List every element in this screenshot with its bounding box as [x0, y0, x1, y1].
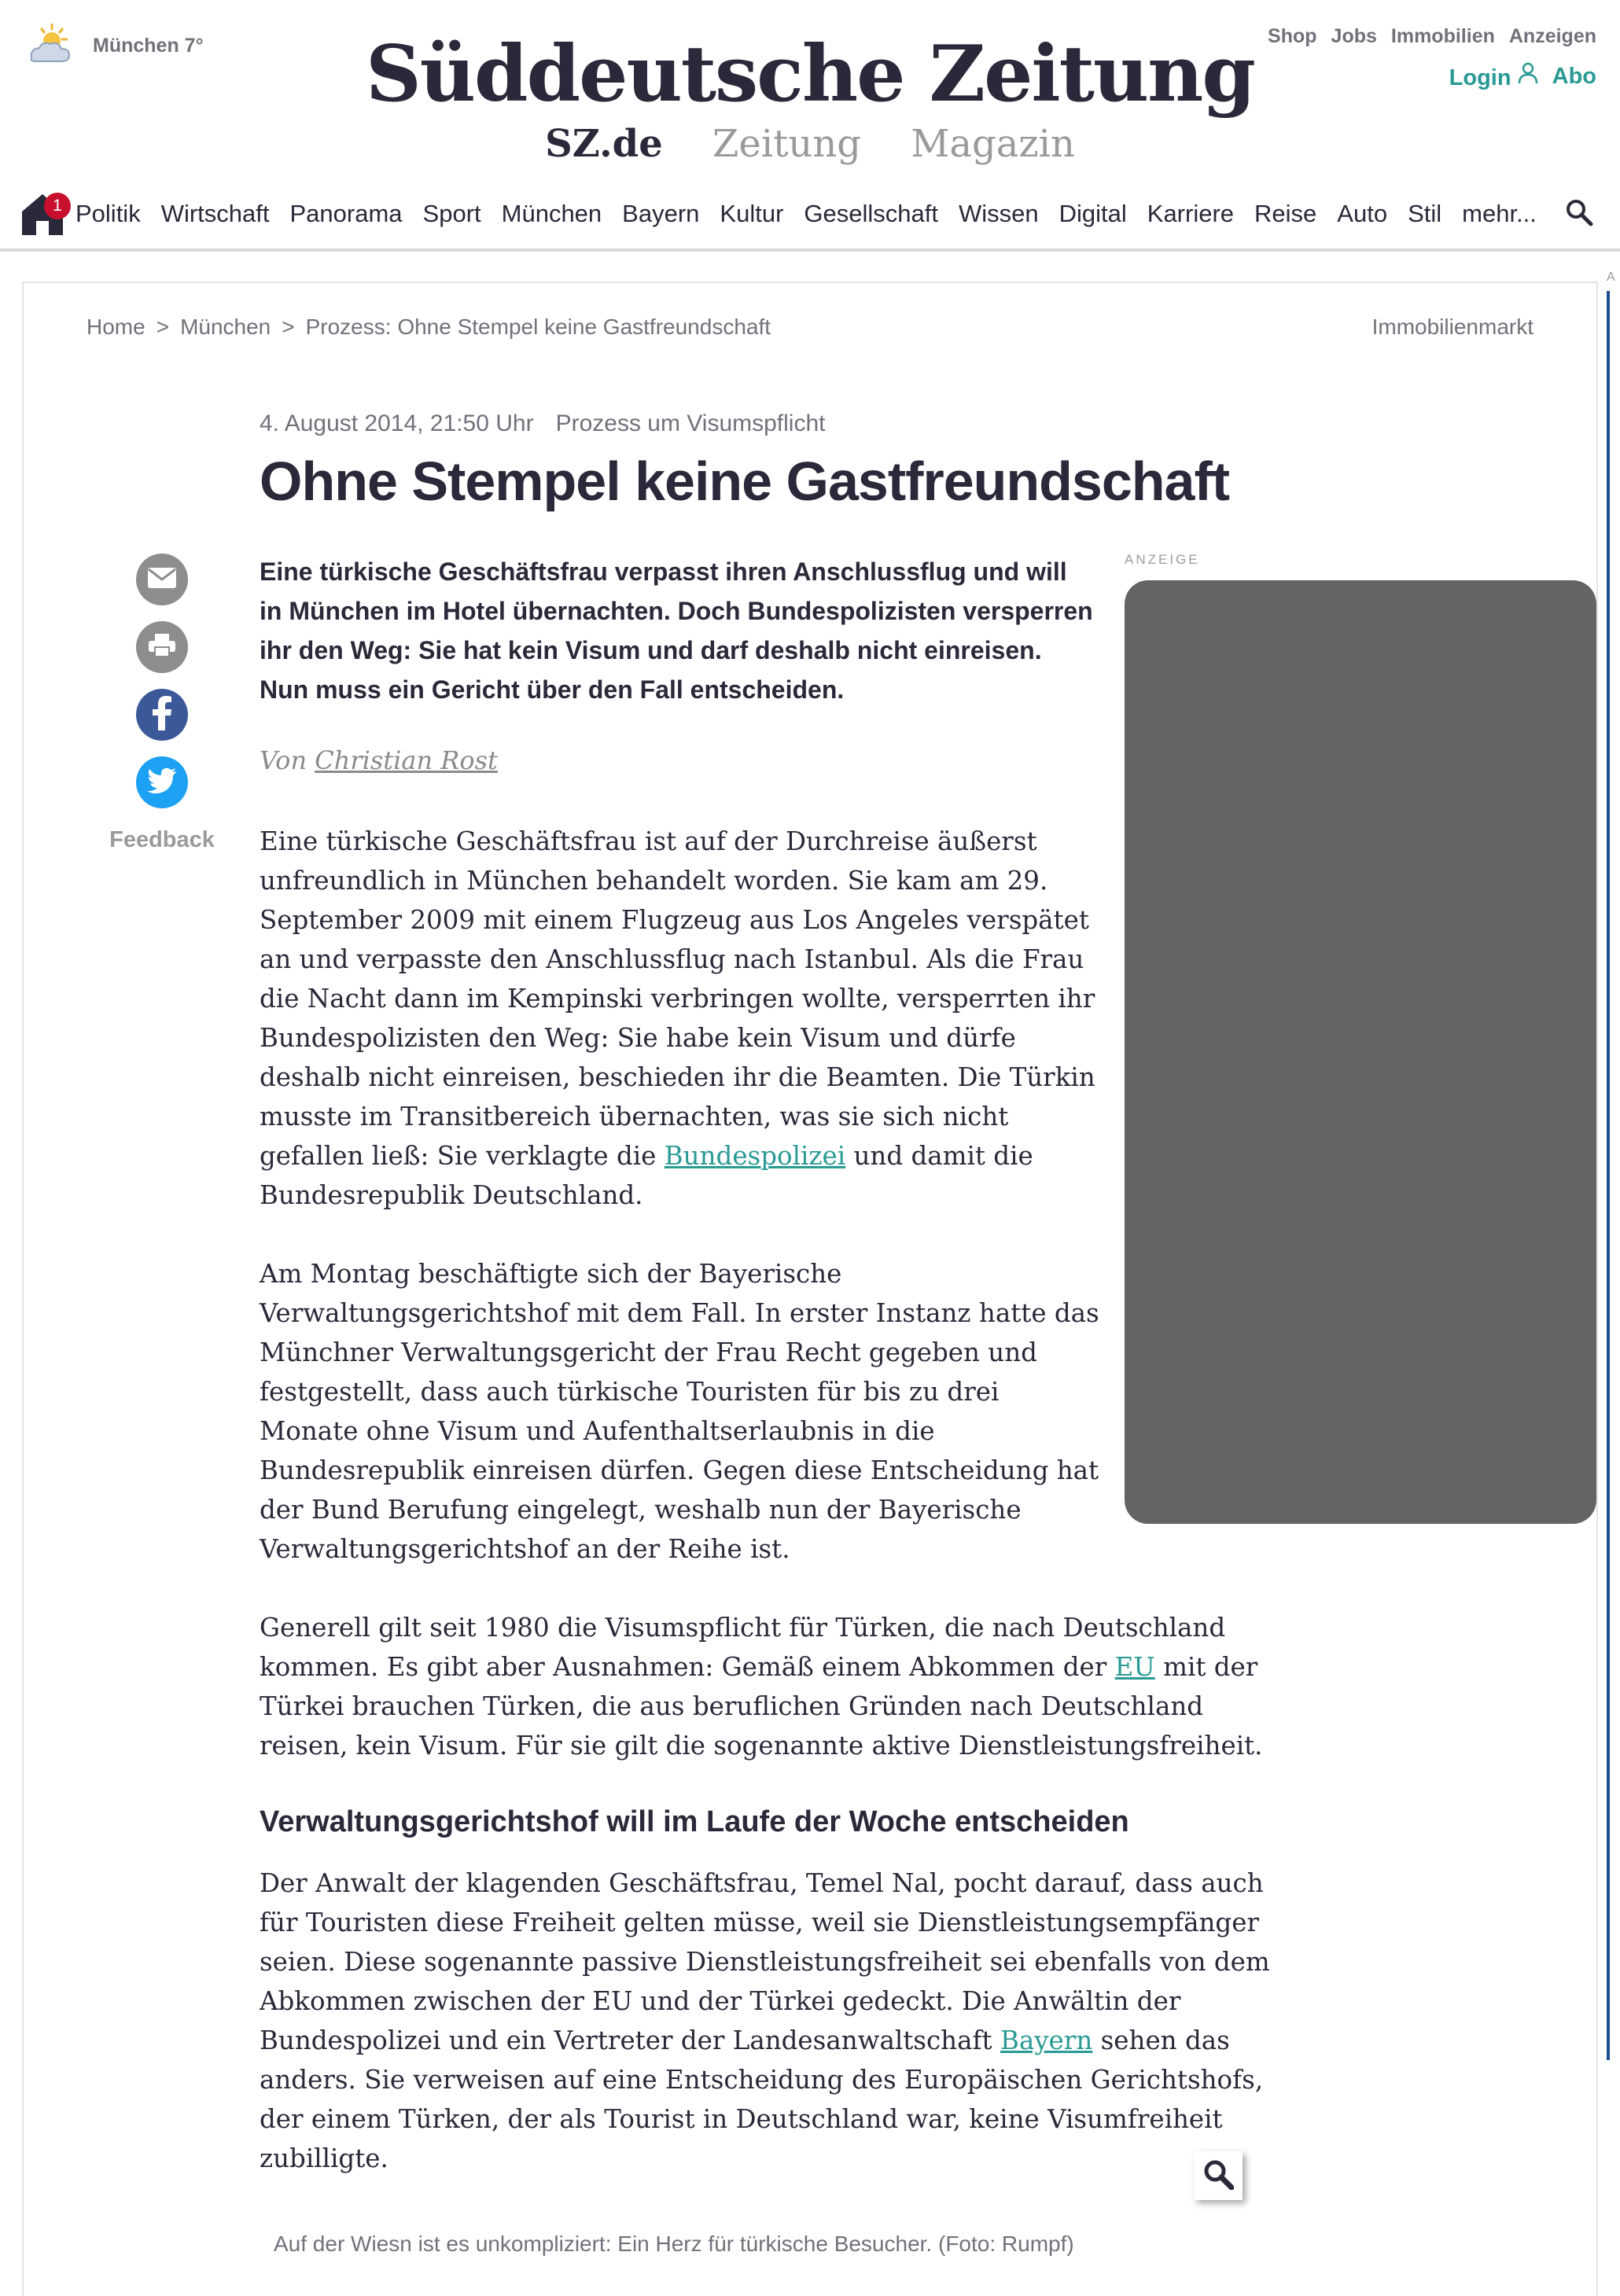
article-date: 4. August 2014, 21:50 Uhr: [260, 410, 534, 436]
paragraph-text: mit der Türkei brauchen Türken, die aus beruflichen Gründen nach Deutschland reisen, kein Visum. Für sie gilt die sogenannte aktive Dienstleistungsfreiheit.: [260, 1652, 1263, 1761]
search-icon[interactable]: [1565, 198, 1593, 230]
breadcrumb-current: Prozess: Ohne Stempel keine Gastfreundschaft: [305, 315, 771, 339]
scrollbar[interactable]: [1607, 291, 1610, 2060]
magnifier-icon: [1202, 2158, 1234, 2194]
twitter-share-button[interactable]: [136, 756, 188, 808]
feedback-link[interactable]: Feedback: [109, 827, 215, 852]
printer-icon: [148, 633, 176, 662]
nav-item-politik[interactable]: Politik: [75, 200, 141, 227]
nav-item-auto[interactable]: Auto: [1337, 200, 1388, 227]
login-link[interactable]: [1449, 61, 1538, 91]
article-author: [260, 745, 498, 775]
facebook-icon: [152, 696, 172, 734]
nav-item-reise[interactable]: Reise: [1254, 200, 1317, 227]
toplink-jobs[interactable]: Jobs: [1331, 25, 1377, 47]
home-icon: [20, 226, 64, 240]
notification-badge: 1: [44, 193, 71, 219]
email-share-button[interactable]: [136, 554, 188, 605]
paragraph-text: und damit die Bundesrepublik Deutschland.: [260, 1141, 1033, 1210]
image-zoom-button[interactable]: [1194, 2151, 1243, 2200]
breadcrumb-home[interactable]: Home: [87, 315, 145, 339]
toplink-immobilien[interactable]: Immobilien: [1390, 25, 1495, 47]
nav-item-sport[interactable]: Sport: [422, 200, 481, 227]
sub-navigation: [0, 122, 1620, 166]
breadcrumb-muenchen[interactable]: München: [180, 315, 271, 339]
article-headline: Ohne Stempel keine Gastfreundschaft: [260, 451, 1230, 512]
twitter-icon: [147, 768, 177, 797]
nav-item-kultur[interactable]: Kultur: [720, 200, 784, 227]
nav-item-panorama[interactable]: Panorama: [289, 200, 403, 227]
toplink-anzeigen[interactable]: Anzeigen: [1508, 25, 1596, 47]
user-icon: [1518, 65, 1538, 90]
envelope-icon: [147, 567, 177, 593]
breadcrumb: [87, 315, 771, 340]
home-button[interactable]: [20, 191, 64, 237]
site-logo[interactable]: Süddeutsche Zeitung: [366, 29, 1254, 120]
author-prefix: Von: [260, 745, 307, 775]
article-meta: [260, 410, 825, 437]
nav-item-gesellschaft[interactable]: Gesellschaft: [804, 200, 938, 227]
bayern-link[interactable]: Bayern: [1000, 2026, 1093, 2055]
subnav-magazin[interactable]: Magazin: [911, 122, 1075, 166]
article-paragraph: [260, 1608, 1290, 1765]
login-label: Login: [1449, 65, 1511, 90]
image-caption: Auf der Wiesn ist es unkompliziert: Ein Herz für türkische Besucher. (Foto: Rumpf): [274, 2232, 1074, 2256]
advertisement[interactable]: [1125, 580, 1596, 1524]
immobilienmarkt-link[interactable]: Immobilienmarkt: [1371, 315, 1533, 339]
bundespolizei-link[interactable]: Bundespolizei: [664, 1141, 846, 1171]
weather-label: München 7°: [93, 35, 204, 57]
toplink-shop[interactable]: Shop: [1268, 25, 1317, 47]
facebook-share-button[interactable]: [136, 689, 188, 741]
paragraph-text: Generell gilt seit 1980 die Visumspflicht für Türken, die nach Deutschland kommen. Es gibt aber Ausnahmen: Gemäß einem Abkommen der: [260, 1613, 1226, 1682]
breadcrumb-separator: >: [282, 315, 295, 339]
nav-item-karriere[interactable]: Karriere: [1147, 200, 1235, 227]
abo-link[interactable]: Abo: [1552, 63, 1596, 89]
nav-item-bayern[interactable]: Bayern: [622, 200, 700, 227]
main-navigation: [20, 182, 1601, 245]
print-button[interactable]: [136, 621, 188, 673]
paragraph-text: Der Anwalt der klagenden Geschäftsfrau, Temel Nal, pocht darauf, dass auch für Touristen diese Freiheit gelten müsse, weil sie Dienstleistungsempfänger seien. Diese sogenannte passive Dienstleistungsfreiheit sei ebenfalls von dem Abkommen zwischen der EU und der Türkei gedeckt. Die Anwältin der Bundespolizei und ein Vertreter der Landesanwaltschaft: [260, 1868, 1270, 2055]
author-link[interactable]: Christian Rost: [315, 745, 498, 775]
nav-item-wissen[interactable]: Wissen: [958, 200, 1039, 227]
subnav-sz-de[interactable]: SZ.de: [545, 122, 663, 166]
article-teaser: Eine türkische Geschäftsfrau verpasst ihren Anschlussflug und will in München im Hotel übernachten. Doch Bundespolizisten versperren ihr den Weg: Sie hat kein Visum und darf deshalb nicht einreisen. Nun muss ein Gericht über den Fall entscheiden.: [260, 557, 1093, 704]
paragraph-text: Eine türkische Geschäftsfrau ist auf der Durchreise äußerst unfreundlich in München behandelt worden. Sie kam am 29. September 2009 mit einem Flugzeug aus Los Angeles verspätet an und verpasste den Anschlussflug nach Istanbul. Als die Frau die Nacht dann im Kempinski verbringen wollte, versperrten ihr Bundespolizisten den Weg: Sie habe kein Visum und dürfe deshalb nicht einreisen, beschieden ihr die Beamten. Die Türkin musste im Transitbereich übernachten, was sie sich nicht gefallen ließ: Sie verklagte die: [260, 826, 1095, 1171]
nav-item-stil[interactable]: Stil: [1408, 200, 1442, 227]
side-marker: A: [1607, 270, 1615, 284]
account-links: [1449, 61, 1596, 91]
nav-item-wirtschaft[interactable]: Wirtschaft: [160, 200, 270, 227]
article-kicker: Prozess um Visumspflicht: [555, 410, 826, 436]
nav-divider: [0, 248, 1620, 252]
article-paragraph: [260, 822, 1101, 1215]
article-paragraph: [260, 1864, 1298, 2178]
eu-link[interactable]: EU: [1114, 1652, 1155, 1682]
nav-item-digital[interactable]: Digital: [1059, 200, 1127, 227]
breadcrumb-separator: >: [156, 315, 170, 339]
share-bar: [109, 554, 215, 853]
nav-item-mehr[interactable]: mehr...: [1462, 200, 1537, 227]
subnav-zeitung[interactable]: Zeitung: [712, 122, 861, 166]
nav-item-muenchen[interactable]: München: [501, 200, 602, 227]
ad-label: ANZEIGE: [1125, 552, 1200, 567]
paragraph-text: sehen das anders. Sie verweisen auf eine Entscheidung des Europäischen Gerichtshofs, der einem Türken, der als Tourist in Deutschland war, keine Visumfreiheit zubilligte.: [260, 2026, 1264, 2173]
article-subheading: Verwaltungsgerichtshof will im Laufe der Woche entscheiden: [260, 1805, 1129, 1838]
top-links: [1268, 25, 1596, 48]
article-paragraph: Am Montag beschäftigte sich der Bayerische Verwaltungsgerichtshof mit dem Fall. In erster Instanz hatte das Münchner Verwaltungsgericht der Frau Recht gegeben und festgestellt, dass auch türkische Touristen für bis zu drei Monate ohne Visum und Aufenthaltserlaubnis in die Bundesrepublik einreisen dürfen. Gegen diese Entscheidung hat der Bund Berufung eingelegt, weshalb nun der Bayerische Verwaltungsgerichtshof an der Reihe ist.: [260, 1259, 1099, 1564]
